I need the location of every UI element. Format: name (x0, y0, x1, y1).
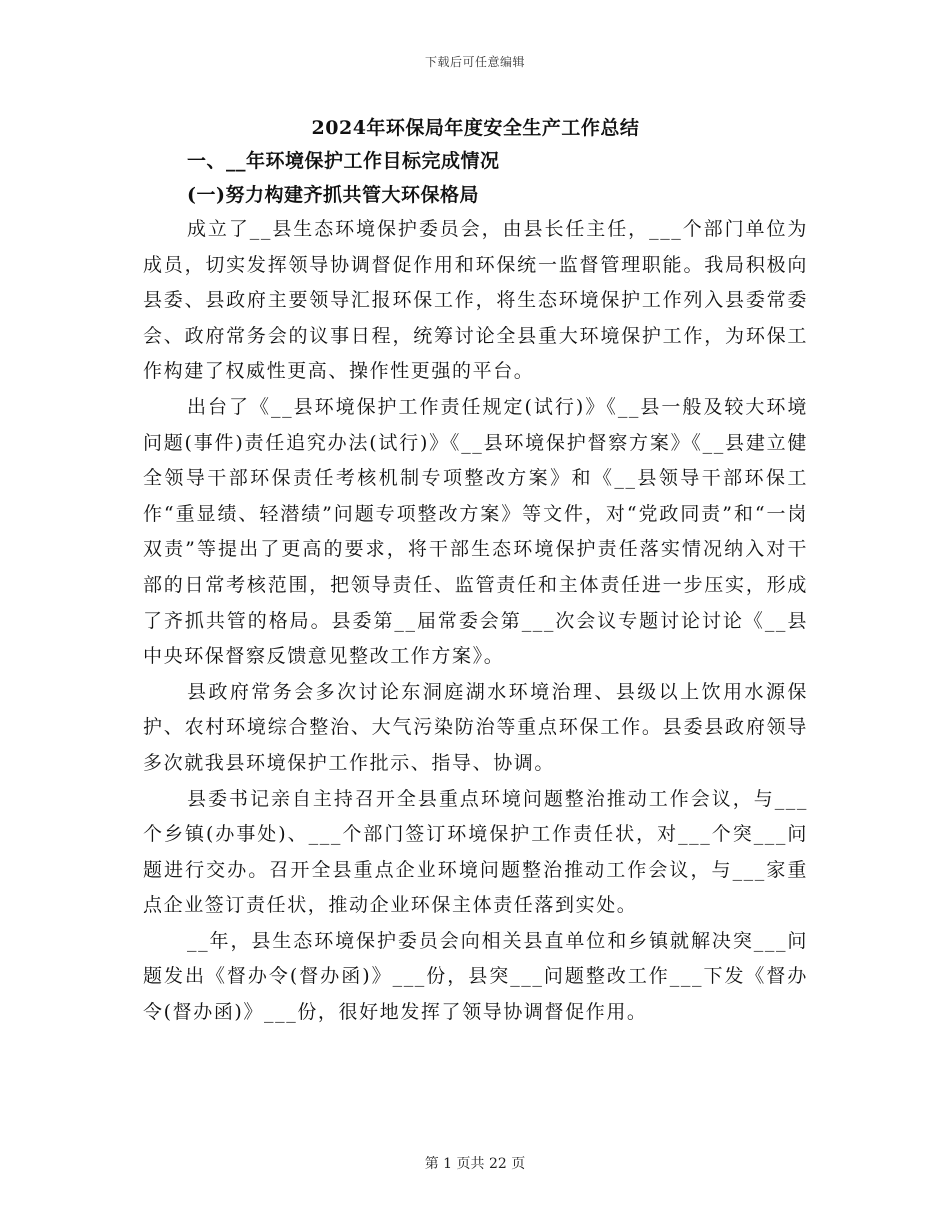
section-heading-2: (一)努力构建齐抓共管大环保格局 (187, 184, 479, 206)
section-heading-1: 一、__年环境保护工作目标完成情况 (187, 150, 500, 172)
paragraph-5: __年，县生态环境保护委员会向相关县直单位和乡镇就解决突___问题发出《督办令(督办函)》___份，县突___问题整改工作___下发《督办令(督办函)》___份，很好地发挥了领导协调督促作用。 (143, 929, 808, 1024)
paragraph-2: 出台了《__县环境保护工作责任规定(试行)》《__县一般及较大环境问题(事件)责任追究办法(试行)》《__县环境保护督察方案》《__县建立健全领导干部环保责任考核机制专项整改方案》和《__县领导干部环保工作“重显绩、轻潜绩”问题专项整改方案》等文件，对“党政同责”和“一岗双责”等提出了更高的要求，将干部生态环境保护责任落实情况纳入对干部的日常考核范围，把领导责任、监管责任和主体责任进一步压实，形成了齐抓共管的格局。县委第__届常委会第___次会议专题讨论讨论《__县中央环保督察反馈意见整改工作方案》。 (143, 395, 808, 668)
page-number: 第 1 页共 22 页 (424, 1156, 526, 1172)
paragraph-1: 成立了__县生态环境保护委员会，由县长任主任，___个部门单位为成员，切实发挥领导协调督促作用和环保统一监督管理职能。我局积极向县委、县政府主要领导汇报环保工作，将生态环境保护工作列入县委常委会、政府常务会的议事日程，统筹讨论全县重大环境保护工作，为环保工作构建了权威性更高、操作性更强的平台。 (143, 218, 808, 383)
paragraph-3: 县政府常务会多次讨论东洞庭湖水环境治理、县级以上饮用水源保护、农村环境综合整治、大气污染防治等重点环保工作。县委县政府领导多次就我县环境保护工作批示、指导、协调。 (143, 680, 808, 774)
document-title: 2024年环保局年度安全生产工作总结 (311, 117, 640, 139)
page-header-note: 下载后可任意编辑 (424, 55, 525, 69)
paragraph-4: 县委书记亲自主持召开全县重点环境问题整治推动工作会议，与___个乡镇(办事处)、___个部门签订环境保护工作责任状，对___个突___问题进行交办。召开全县重点企业环境问题整治推动工作会议，与___家重点企业签订责任状，推动企业环保主体责任落到实处。 (143, 787, 808, 917)
document-body (143, 112, 808, 1031)
